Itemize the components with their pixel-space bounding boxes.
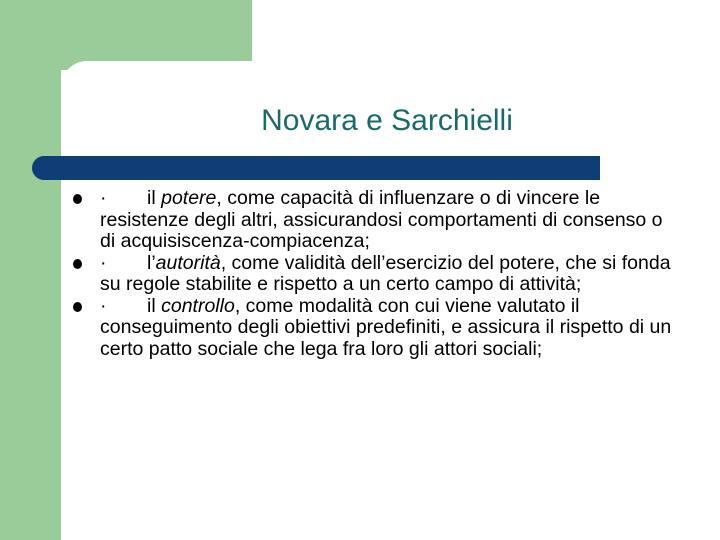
bullet-dot-icon <box>73 194 82 204</box>
bullet-text: , come capacità di influenzare o di vincere le resistenze degli altri, assicurandosi comportamenti di consenso o di acquisiscenza-compiacenza; <box>100 187 663 252</box>
bullet-item-controllo <box>72 296 672 361</box>
bullet-item-autorita <box>72 253 672 296</box>
bullet-term: controllo <box>161 294 235 317</box>
bullet-dot-icon <box>73 302 82 312</box>
middle-dot: · <box>100 294 107 317</box>
bullet-lead-word: il <box>147 187 162 209</box>
middle-dot: · <box>100 251 107 274</box>
bullet-term: potere <box>161 187 217 209</box>
middle-dot: · <box>100 187 107 209</box>
bullet-lead-word: l’ <box>147 251 156 274</box>
bullet-text: , come modalità con cui viene valutato il conseguimento degli obiettivi predefiniti, e assicura il rispetto di un certo patto sociale che lega fra loro gli attori sociali; <box>100 294 672 360</box>
bullet-term: autorità <box>155 251 221 274</box>
bullet-list <box>72 188 672 360</box>
title-underline-bar <box>32 156 600 180</box>
slide-title: Novara e Sarchielli <box>261 104 513 137</box>
decorative-green-sidebar <box>0 0 61 540</box>
bullet-item-potere <box>72 188 672 253</box>
bullet-lead-word: il <box>147 294 162 317</box>
bullet-dot-icon <box>73 259 82 269</box>
bullet-text: , come validità dell’esercizio del potere, che si fonda su regole stabilite e rispetto a un certo campo di attività; <box>100 251 671 295</box>
